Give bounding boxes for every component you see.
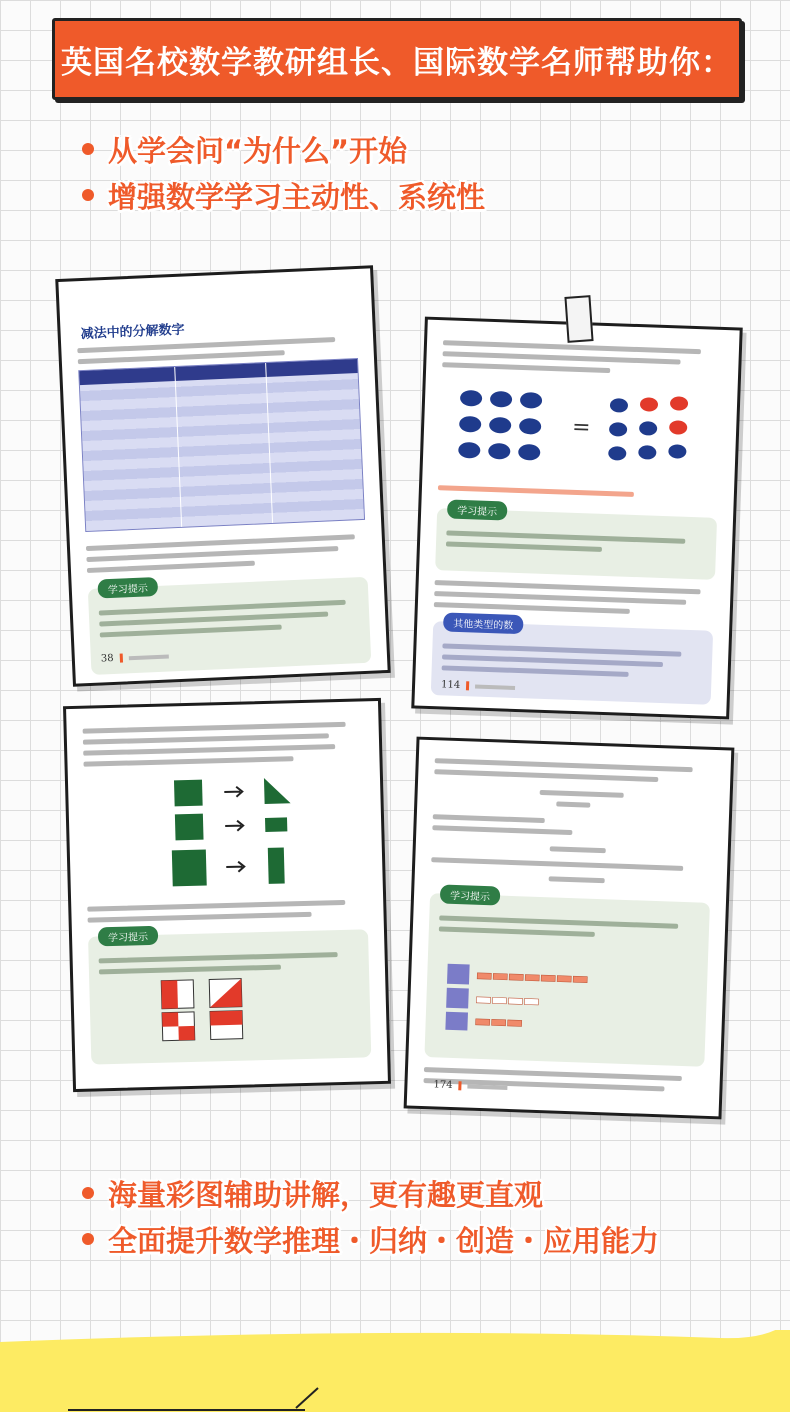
tip-label: 学习提示 [97, 577, 158, 599]
tip-box [88, 929, 371, 1064]
yellow-footer-wave [0, 1330, 790, 1412]
bullet-text: 从学会问“为什么”开始 [108, 133, 408, 168]
sample-page-equations [404, 737, 735, 1120]
other-numbers-box [431, 618, 713, 705]
bullet-dot-icon [82, 143, 94, 155]
bullet-item [82, 126, 485, 172]
sample-page-square-numbers [411, 317, 742, 720]
bullet-item [82, 1170, 659, 1216]
bullet-text: 增强数学学习主动性、系统性 [108, 179, 486, 214]
tip-label: 学习提示 [447, 499, 508, 520]
bullet-item [82, 172, 485, 218]
page-heading: 减法中的分解数字 [80, 322, 185, 343]
blocks-diagram [435, 941, 698, 1040]
tip-label: 学习提示 [440, 884, 501, 905]
green-shapes-diagram [84, 769, 367, 896]
bullet-dot-icon [82, 1233, 94, 1245]
header-banner [52, 18, 742, 100]
tip-box [435, 505, 717, 580]
top-bullet-list [82, 126, 485, 218]
tape-icon [564, 295, 593, 343]
bullet-item [82, 1216, 659, 1262]
sample-page-fractions [63, 698, 391, 1092]
sample-page-subtraction [55, 265, 390, 686]
bullet-text: 海量彩图辅助讲解，更有趣更直观 [108, 1177, 544, 1212]
page-number: 38 [100, 652, 114, 665]
page-number: 174 [433, 1079, 453, 1092]
bullet-dot-icon [82, 1187, 94, 1199]
tip-label: 学习提示 [98, 926, 158, 947]
dot-diagram [438, 379, 721, 485]
bottom-bullet-list [82, 1170, 659, 1262]
equals-sign: = [571, 414, 592, 441]
header-title: 英国名校数学教研组长、国际数学名师帮助你： [61, 44, 733, 81]
bullet-text: 全面提升数学推理・归纳・创造・应用能力 [108, 1223, 660, 1258]
box-label: 其他类型的数 [443, 612, 524, 634]
tip-box [424, 890, 710, 1067]
subtraction-table [78, 358, 365, 532]
bullet-dot-icon [82, 189, 94, 201]
page-number: 114 [440, 679, 461, 692]
red-squares-diagram [159, 976, 281, 1043]
